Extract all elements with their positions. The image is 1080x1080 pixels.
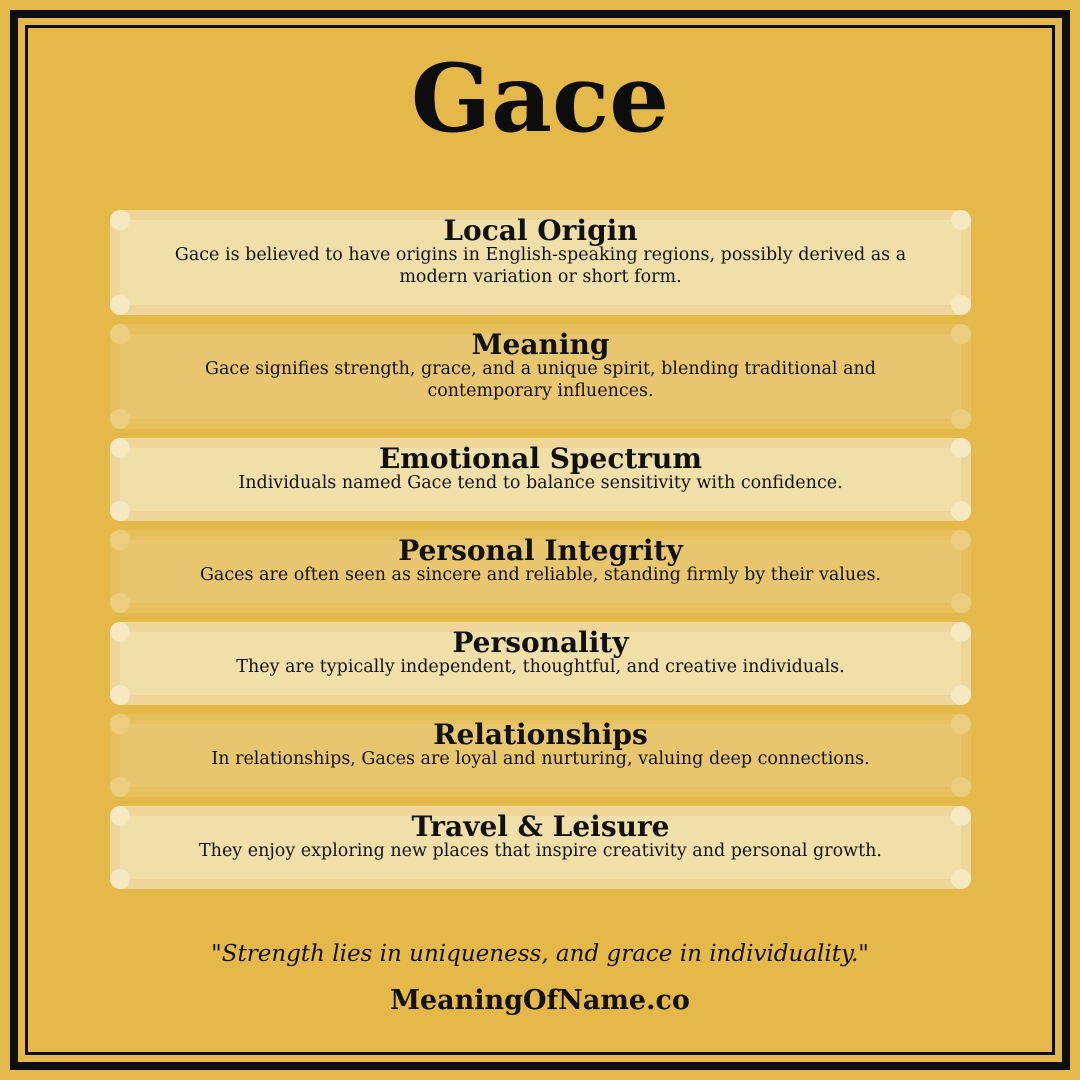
section-card-relationships xyxy=(110,714,971,797)
section-text: Gace signifies strength, grace, and a unique spirit, blending traditional and contemporary influences. xyxy=(205,359,876,401)
section-heading: Personality xyxy=(452,626,629,659)
section-text: In relationships, Gaces are loyal and nurturing, valuing deep connections. xyxy=(211,749,870,769)
corner-dot xyxy=(110,295,130,315)
page-title: Gace xyxy=(410,44,670,154)
section-card-local-origin xyxy=(110,210,971,315)
section-text: Individuals named Gace tend to balance sensitivity with confidence. xyxy=(238,473,843,493)
quote: "Strength lies in uniqueness, and grace in individuality." xyxy=(211,941,869,967)
section-text: Gace is believed to have origins in English-speaking regions, possibly derived as a modern variation or short form. xyxy=(174,245,907,287)
section-heading: Local Origin xyxy=(443,214,638,247)
section-card-personal-integrity xyxy=(110,530,971,613)
corner-dot xyxy=(951,869,971,889)
section-card-meaning xyxy=(110,324,971,429)
corner-dot xyxy=(951,685,971,705)
quote-text: Strength lies in uniqueness, and grace in individuality. xyxy=(221,941,859,967)
corner-dot xyxy=(951,593,971,613)
section-text: They enjoy exploring new places that inspire creativity and personal growth. xyxy=(199,841,882,861)
corner-dot xyxy=(951,501,971,521)
section-text: They are typically independent, thoughtful, and creative individuals. xyxy=(236,657,845,677)
corner-dot xyxy=(110,869,130,889)
section-heading: Personal Integrity xyxy=(398,534,683,567)
section-heading: Travel & Leisure xyxy=(411,810,670,843)
corner-dot xyxy=(110,409,130,429)
corner-dot xyxy=(110,777,130,797)
corner-dot xyxy=(110,501,130,521)
section-card-emotional-spectrum xyxy=(110,438,971,521)
corner-dot xyxy=(110,593,130,613)
site-name: MeaningOfName.co xyxy=(390,985,690,1016)
corner-dot xyxy=(951,295,971,315)
section-card-personality xyxy=(110,622,971,705)
section-card-travel-leisure xyxy=(110,806,971,889)
section-text: Gaces are often seen as sincere and reliable, standing firmly by their values. xyxy=(199,565,882,585)
section-heading: Meaning xyxy=(471,328,610,361)
corner-dot xyxy=(951,409,971,429)
corner-dot xyxy=(110,685,130,705)
section-heading: Relationships xyxy=(433,718,648,751)
section-heading: Emotional Spectrum xyxy=(378,442,703,475)
corner-dot xyxy=(951,777,971,797)
